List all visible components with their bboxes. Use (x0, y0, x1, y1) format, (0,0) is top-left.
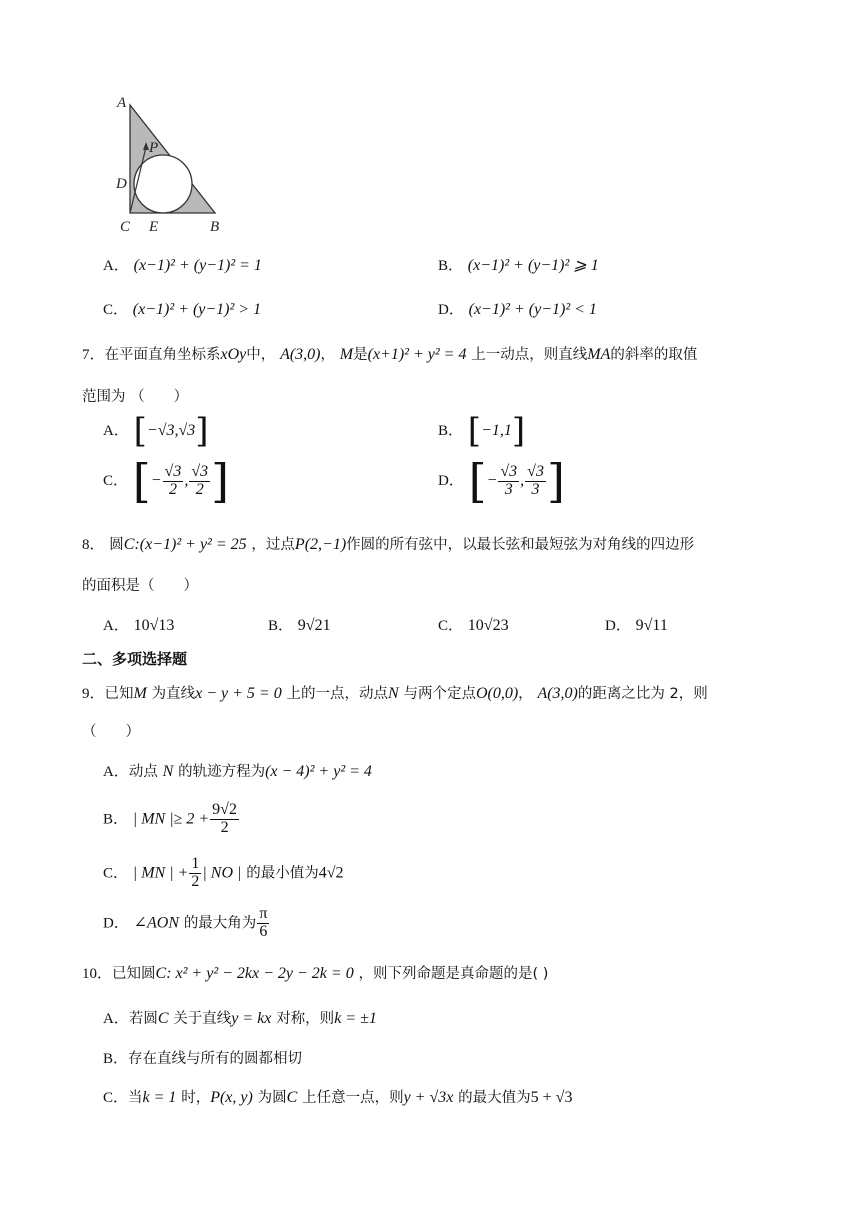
q7-stem-line2: 范围为 （ ） (82, 389, 189, 405)
q9-option-c: C． | MN | + $\frac{1}{2}$ | NO | 的最小值为4√2 (103, 855, 344, 890)
label-e: E (149, 219, 159, 235)
q6-option-c-expr: (x−1)² + (y−1)² > 1 (132, 301, 262, 318)
q8-stem-line2: 的面积是（ ） (82, 578, 198, 594)
q6-option-c: C． (x−1)² + (y−1)² > 1 (103, 301, 262, 318)
q8-option-b: B． 9√21 (268, 617, 331, 634)
q10-stem: 10．已知圆C: x² + y² − 2kx − 2y − 2k = 0 ，则下列命题是真命题的是( ) (82, 965, 549, 982)
label-b: B (210, 219, 220, 235)
label-c: C (120, 219, 131, 235)
q9-option-d: D． ∠AON 的最大角为 $\frac{\pi}{6}$ (103, 905, 268, 940)
q9-option-a: A．动点 N 的轨迹方程为(x − 4)² + y² = 4 (103, 763, 372, 780)
q8-option-c: C． 10√23 (438, 617, 509, 634)
q10-option-c: C．当k = 1 时，P(x, y) 为圆C 上任意一点，则y + √3x 的最大值为5 + √3 (103, 1089, 573, 1106)
q6-option-b-expr: (x−1)² + (y−1)² ⩾ 1 (467, 257, 599, 274)
q7-option-b: B． [−1,1] (438, 411, 526, 451)
incircle (134, 155, 192, 213)
q6-option-a: A． (x−1)² + (y−1)² = 1 (103, 257, 262, 274)
q8-stem-line1: 8． 圆C:(x−1)² + y² = 25 ，过点P(2,−1)作圆的所有弦中，以最长弦和最短弦为对角线的四边形 (82, 536, 695, 553)
q6-option-d-expr: (x−1)² + (y−1)² < 1 (468, 301, 597, 318)
q10-option-b: B．存在直线与所有的圆都相切 (103, 1051, 303, 1067)
q10-option-a: A．若圆C 关于直线y = kx 对称，则k = ±1 (103, 1010, 377, 1027)
q9-stem-line2: （ ） (82, 724, 140, 740)
q9-option-b: B． | MN |≥ 2 + $\frac{9√2}{2}$ (103, 801, 237, 836)
q7-option-c: C． [− $\frac{√3}{2}$ , $\frac{√3}{2}$ ] (103, 454, 230, 508)
label-a: A (117, 95, 127, 111)
label-d: D (116, 176, 127, 192)
q6-option-d: D． (x−1)² + (y−1)² < 1 (438, 301, 597, 318)
q7-stem-line1: 7．在平面直角坐标系xOy中， A(3,0)， M是(x+1)² + y² = 4 上一动点，则直线MA的斜率的取值 (82, 346, 698, 363)
q6-option-b: B． (x−1)² + (y−1)² ⩾ 1 (438, 257, 599, 274)
label-p: P (149, 140, 159, 156)
q7-option-a: A． [−√3,√3] (103, 411, 209, 451)
section-heading: 二、多项选择题 (82, 650, 188, 668)
q9-stem-line1: 9．已知M 为直线x − y + 5 = 0 上的一点，动点N 与两个定点O(0,0)， A(3,0)的距离之比为 2，则 (82, 685, 708, 702)
q6-option-a-expr: (x−1)² + (y−1)² = 1 (133, 257, 262, 274)
triangle-incircle-figure (105, 92, 245, 242)
q8-option-a: A． 10√13 (103, 617, 175, 634)
q7-option-d: D． [− $\frac{√3}{3}$ , $\frac{√3}{3}$ ] (438, 454, 565, 508)
q8-option-d: D． 9√11 (605, 617, 668, 634)
